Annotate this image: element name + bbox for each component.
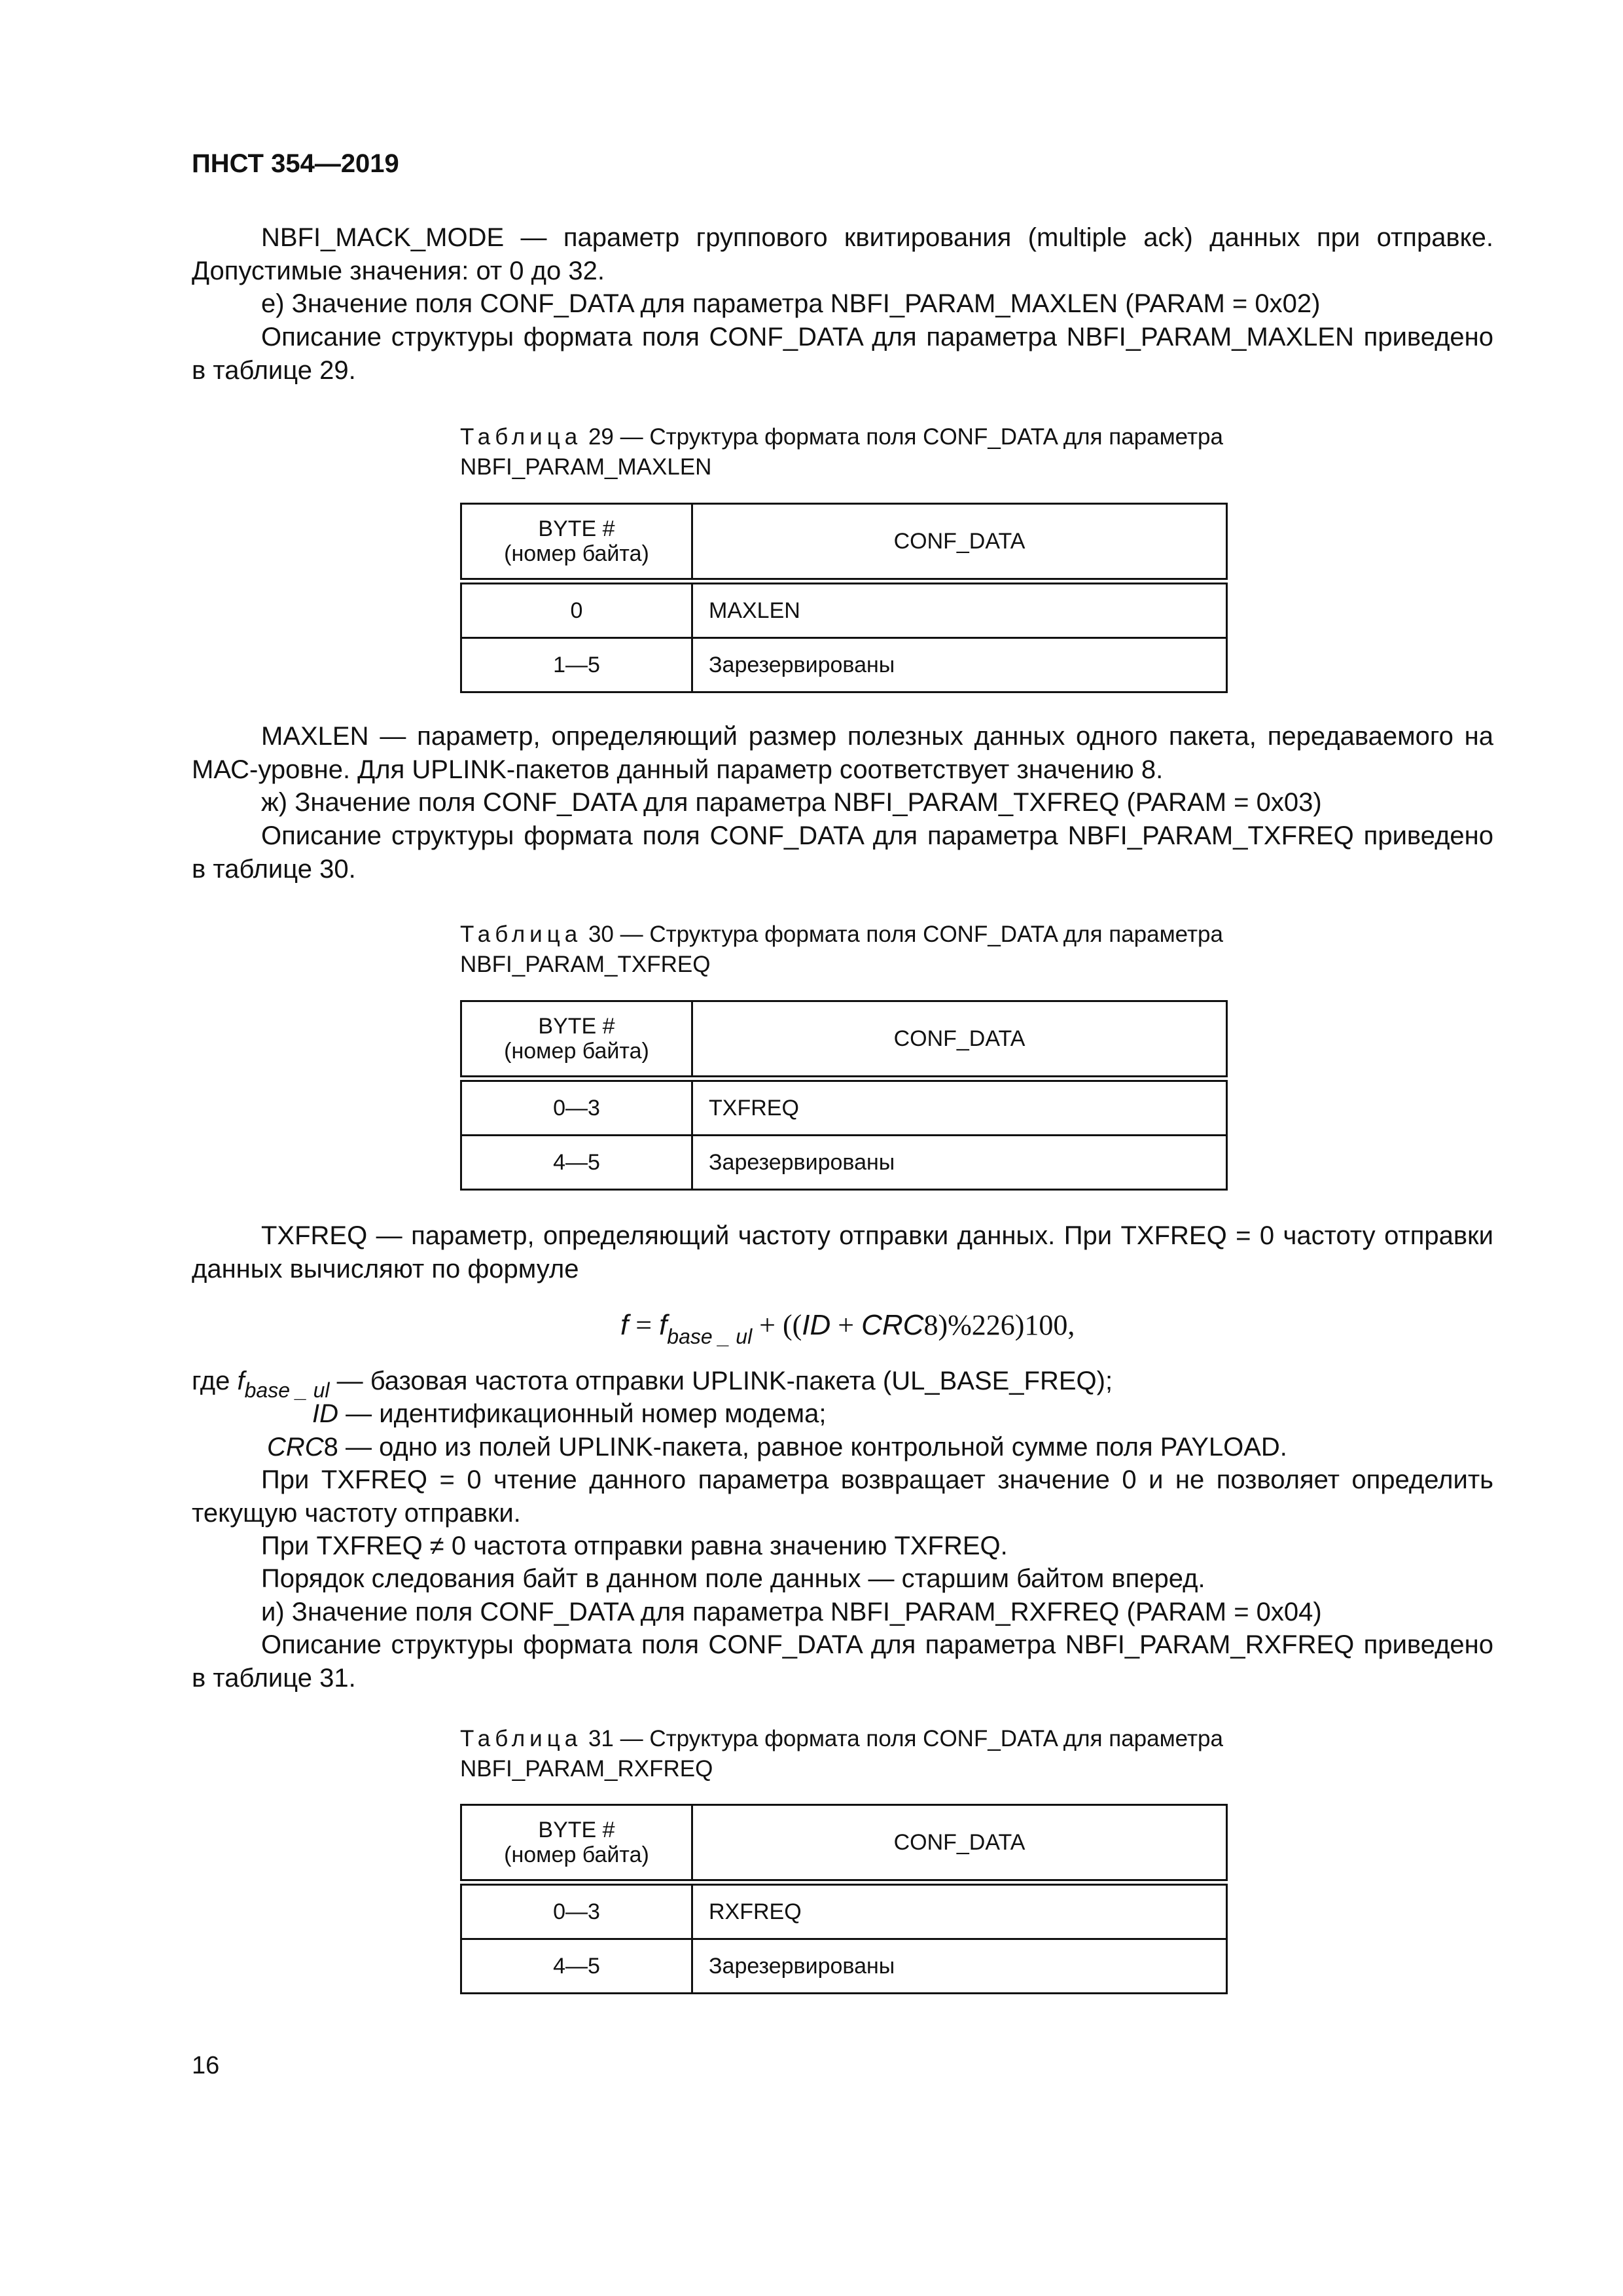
paragraph-maxlen: MAXLEN — параметр, определяющий размер полезных данных одного пакета, передаваемого на МАС-уровне. Для UPLINK-пакетов данный параметр соответствует значению 8. xyxy=(192,722,1493,784)
table-header-row xyxy=(461,1805,1227,1883)
table-header-row xyxy=(461,1001,1227,1079)
byte-cell: 4—5 xyxy=(461,1939,692,1994)
paragraph-item-zh: ж) Значение поля CONF_DATA для параметра NBFI_PARAM_TXFREQ (PARAM = 0x03) xyxy=(261,788,1322,817)
table-29 xyxy=(460,503,1228,693)
table-row xyxy=(461,1136,1227,1190)
header-byte: BYTE # (номер байта) xyxy=(461,1001,692,1079)
where-fbase: где $f_{base \_ ul}$ — базовая частота отправки UPLINK-пакета (UL_BASE_FREQ); xyxy=(192,1367,1113,1402)
conf-data-cell: Зарезервированы xyxy=(692,638,1227,692)
paragraph-item-e: е) Значение поля CONF_DATA для параметра NBFI_PARAM_MAXLEN (PARAM = 0x02) xyxy=(261,289,1321,318)
table-31-caption: Таблица 31 — Структура формата поля CONF_DATA для параметра NBFI_PARAM_RXFREQ xyxy=(460,1726,1223,1782)
byte-cell: 0—3 xyxy=(461,1079,692,1136)
paragraph-table29-ref: Описание структуры формата поля CONF_DATA для параметра NBFI_PARAM_MAXLEN приведено в таблице 29. xyxy=(192,323,1493,385)
paragraph-txfreq-nonzero: При TXFREQ ≠ 0 частота отправки равна значению TXFREQ. xyxy=(261,1532,1008,1560)
header-conf-data: CONF_DATA xyxy=(692,1001,1227,1079)
paragraph-mack-mode: NBFI_MACK_MODE — параметр группового квитирования (multiple ack) данных при отправке. Допустимые значения: от 0 до 32. xyxy=(192,223,1493,285)
table-row xyxy=(461,1882,1227,1939)
page-number: 16 xyxy=(192,2052,220,2079)
paragraph-byte-order: Порядок следования байт в данном поле данных — старшим байтом вперед. xyxy=(261,1564,1205,1593)
table-row xyxy=(461,1939,1227,1994)
where-crc8: CRC8 — одно из полей UPLINK-пакета, равное контрольной сумме поля PAYLOAD. xyxy=(267,1433,1287,1462)
conf-data-cell: MAXLEN xyxy=(692,581,1227,638)
header-conf-data: CONF_DATA xyxy=(692,1805,1227,1883)
paragraph-txfreq-zero: При TXFREQ = 0 чтение данного параметра возвращает значение 0 и не позволяет определить текущую частоту отправки. xyxy=(192,1465,1493,1528)
paragraph-table31-ref: Описание структуры формата поля CONF_DATA для параметра NBFI_PARAM_RXFREQ приведено в таблице 31. xyxy=(192,1630,1493,1693)
conf-data-cell: TXFREQ xyxy=(692,1079,1227,1136)
table-30 xyxy=(460,1000,1228,1191)
table-row xyxy=(461,638,1227,692)
paragraph-table30-ref: Описание структуры формата поля CONF_DATA для параметра NBFI_PARAM_TXFREQ приведено в таблице 30. xyxy=(192,821,1493,884)
header-byte: BYTE # (номер байта) xyxy=(461,1805,692,1883)
table-29-caption: Таблица 29 — Структура формата поля CONF_DATA для параметра NBFI_PARAM_MAXLEN xyxy=(460,424,1223,480)
table-30-caption: Таблица 30 — Структура формата поля CONF_DATA для параметра NBFI_PARAM_TXFREQ xyxy=(460,922,1223,977)
byte-cell: 0—3 xyxy=(461,1882,692,1939)
conf-data-cell: Зарезервированы xyxy=(692,1136,1227,1190)
txfreq-formula: $f = f_{base \_ ul} + ((ID + CRC8)\%226)100$, xyxy=(620,1309,1075,1348)
byte-cell: 4—5 xyxy=(461,1136,692,1190)
header-byte: BYTE # (номер байта) xyxy=(461,504,692,582)
conf-data-cell: Зарезервированы xyxy=(692,1939,1227,1994)
conf-data-cell: RXFREQ xyxy=(692,1882,1227,1939)
table-row xyxy=(461,1079,1227,1136)
paragraph-item-i: и) Значение поля CONF_DATA для параметра NBFI_PARAM_RXFREQ (PARAM = 0x04) xyxy=(261,1598,1322,1626)
table-31 xyxy=(460,1804,1228,1994)
table-header-row xyxy=(461,504,1227,582)
paragraph-txfreq: TXFREQ — параметр, определяющий частоту отправки данных. При TXFREQ = 0 частоту отправки данных вычисляют по формуле xyxy=(192,1221,1493,1283)
header-conf-data: CONF_DATA xyxy=(692,504,1227,582)
standard-header: ПНСТ 354—2019 xyxy=(192,149,399,178)
table-row xyxy=(461,581,1227,638)
byte-cell: 1—5 xyxy=(461,638,692,692)
byte-cell: 0 xyxy=(461,581,692,638)
where-id: ID — идентификационный номер модема; xyxy=(312,1399,827,1428)
